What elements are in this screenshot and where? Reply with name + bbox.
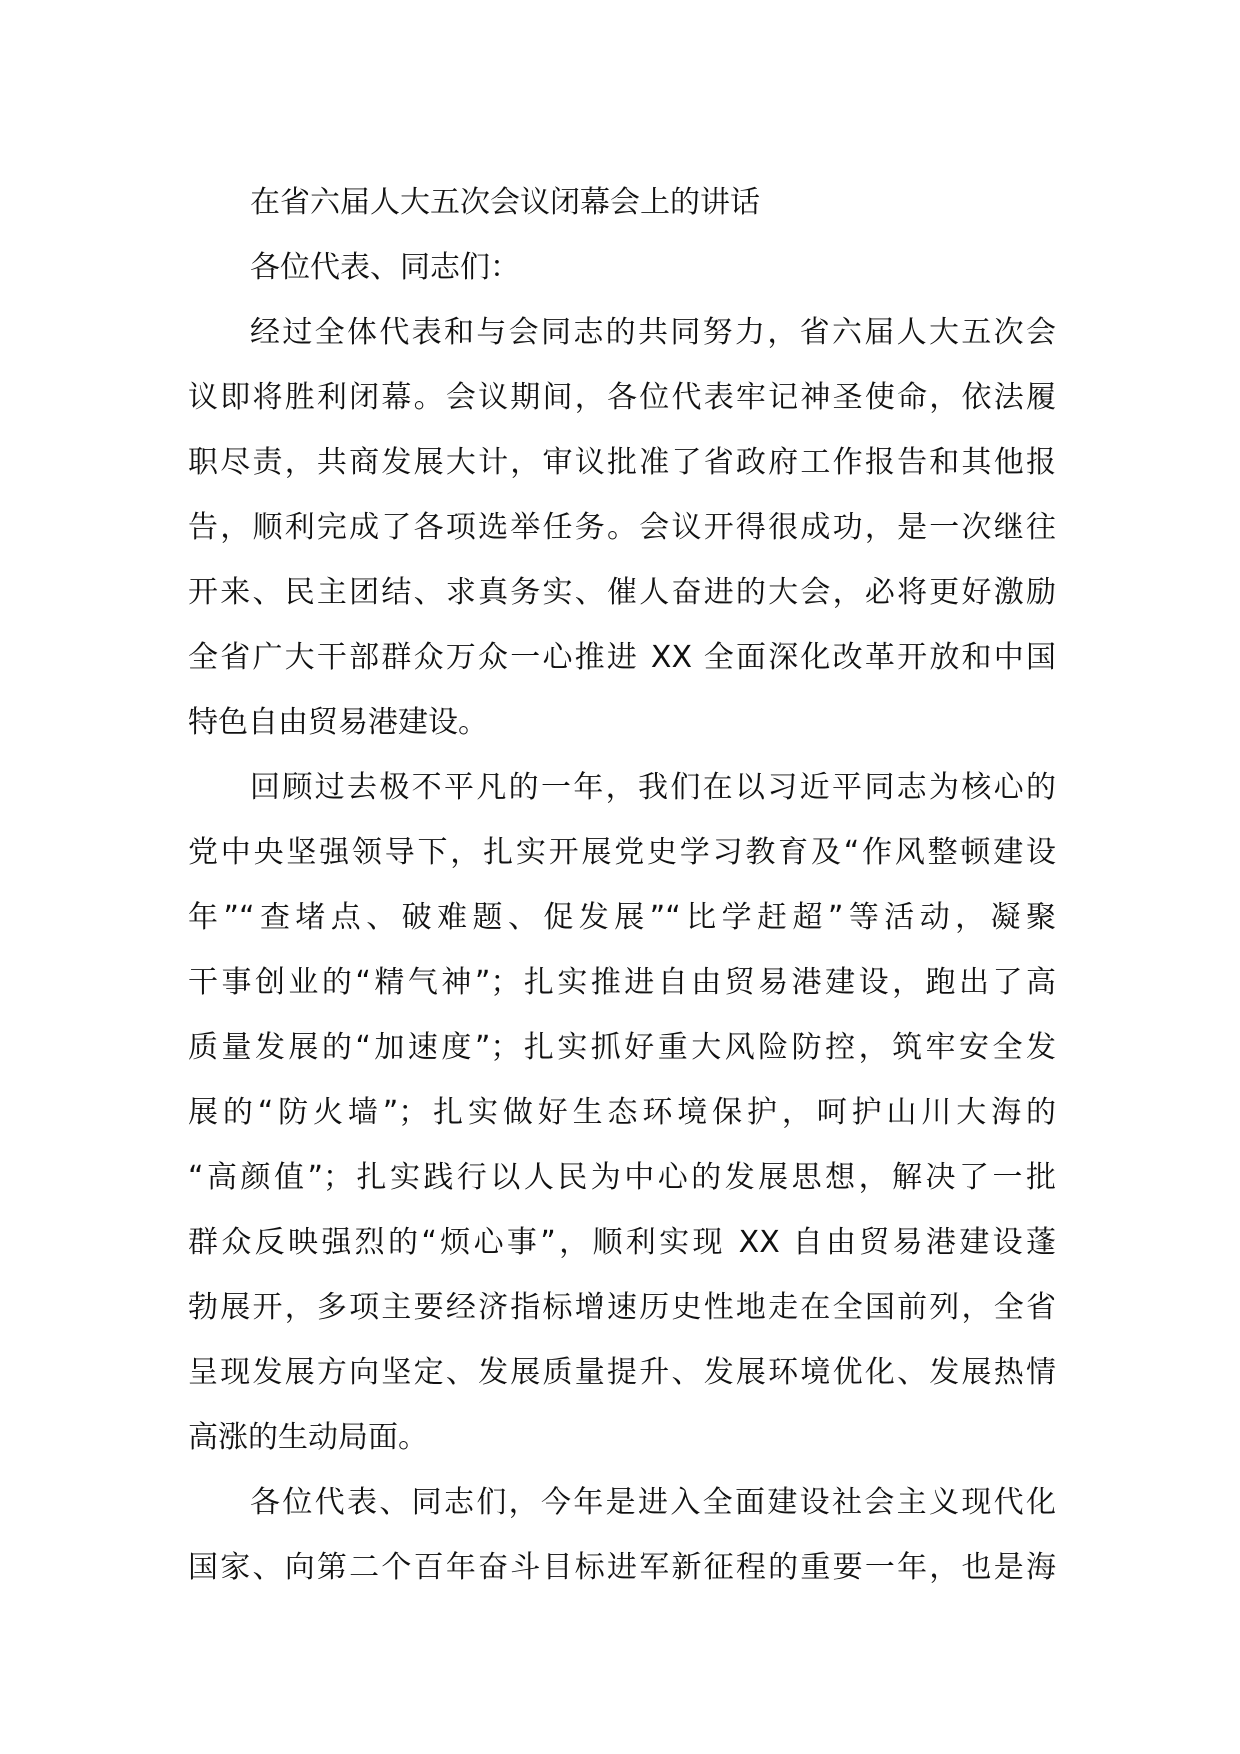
paragraph-line: 告，顺利完成了各项选举任务。会议开得很成功，是一次继往	[188, 510, 1056, 545]
document-page	[188, 170, 1056, 1600]
paragraph-line: 国家、向第二个百年奋斗目标进军新征程的重要一年，也是海	[188, 1550, 1056, 1585]
paragraph-line: 年”“查堵点、破难题、促发展”“比学赶超”等活动，凝聚	[188, 900, 1056, 935]
paragraph-line: 议即将胜利闭幕。会议期间，各位代表牢记神圣使命，依法履	[188, 380, 1056, 415]
paragraph-line: 群众反映强烈的“烦心事”，顺利实现 XX 自由贸易港建设蓬	[188, 1225, 1056, 1260]
paragraph-line: 特色自由贸易港建设。	[188, 705, 488, 740]
paragraph-line: “高颜值”；扎实践行以人民为中心的发展思想，解决了一批	[188, 1160, 1056, 1195]
paragraph-line: 经过全体代表和与会同志的共同努力，省六届人大五次会	[250, 315, 1056, 350]
paragraph-line: 干事创业的“精气神”；扎实推进自由贸易港建设，跑出了高	[188, 965, 1056, 1000]
paragraph-line: 开来、民主团结、求真务实、催人奋进的大会，必将更好激励	[188, 575, 1056, 610]
paragraph-1	[188, 300, 1056, 755]
paragraph-2	[188, 755, 1056, 1470]
salutation: 各位代表、同志们：	[250, 250, 520, 285]
paragraph-line: 回顾过去极不平凡的一年，我们在以习近平同志为核心的	[250, 770, 1056, 805]
paragraph-line: 各位代表、同志们，今年是进入全面建设社会主义现代化	[250, 1485, 1056, 1520]
paragraph-line: 勃展开，多项主要经济指标增速历史性地走在全国前列，全省	[188, 1290, 1056, 1325]
paragraph-line: 高涨的生动局面。	[188, 1420, 428, 1455]
paragraph-line: 职尽责，共商发展大计，审议批准了省政府工作报告和其他报	[188, 445, 1056, 480]
paragraph-line: 呈现发展方向坚定、发展质量提升、发展环境优化、发展热情	[188, 1355, 1056, 1390]
paragraph-line: 党中央坚强领导下，扎实开展党史学习教育及“作风整顿建设	[188, 835, 1056, 870]
paragraph-line: 展的“防火墙”；扎实做好生态环境保护，呵护山川大海的	[188, 1095, 1056, 1130]
document-title: 在省六届人大五次会议闭幕会上的讲话	[250, 185, 760, 220]
paragraph-line: 质量发展的“加速度”；扎实抓好重大风险防控，筑牢安全发	[188, 1030, 1056, 1065]
paragraph-3	[188, 1470, 1056, 1600]
paragraph-line: 全省广大干部群众万众一心推进 XX 全面深化改革开放和中国	[188, 640, 1056, 675]
